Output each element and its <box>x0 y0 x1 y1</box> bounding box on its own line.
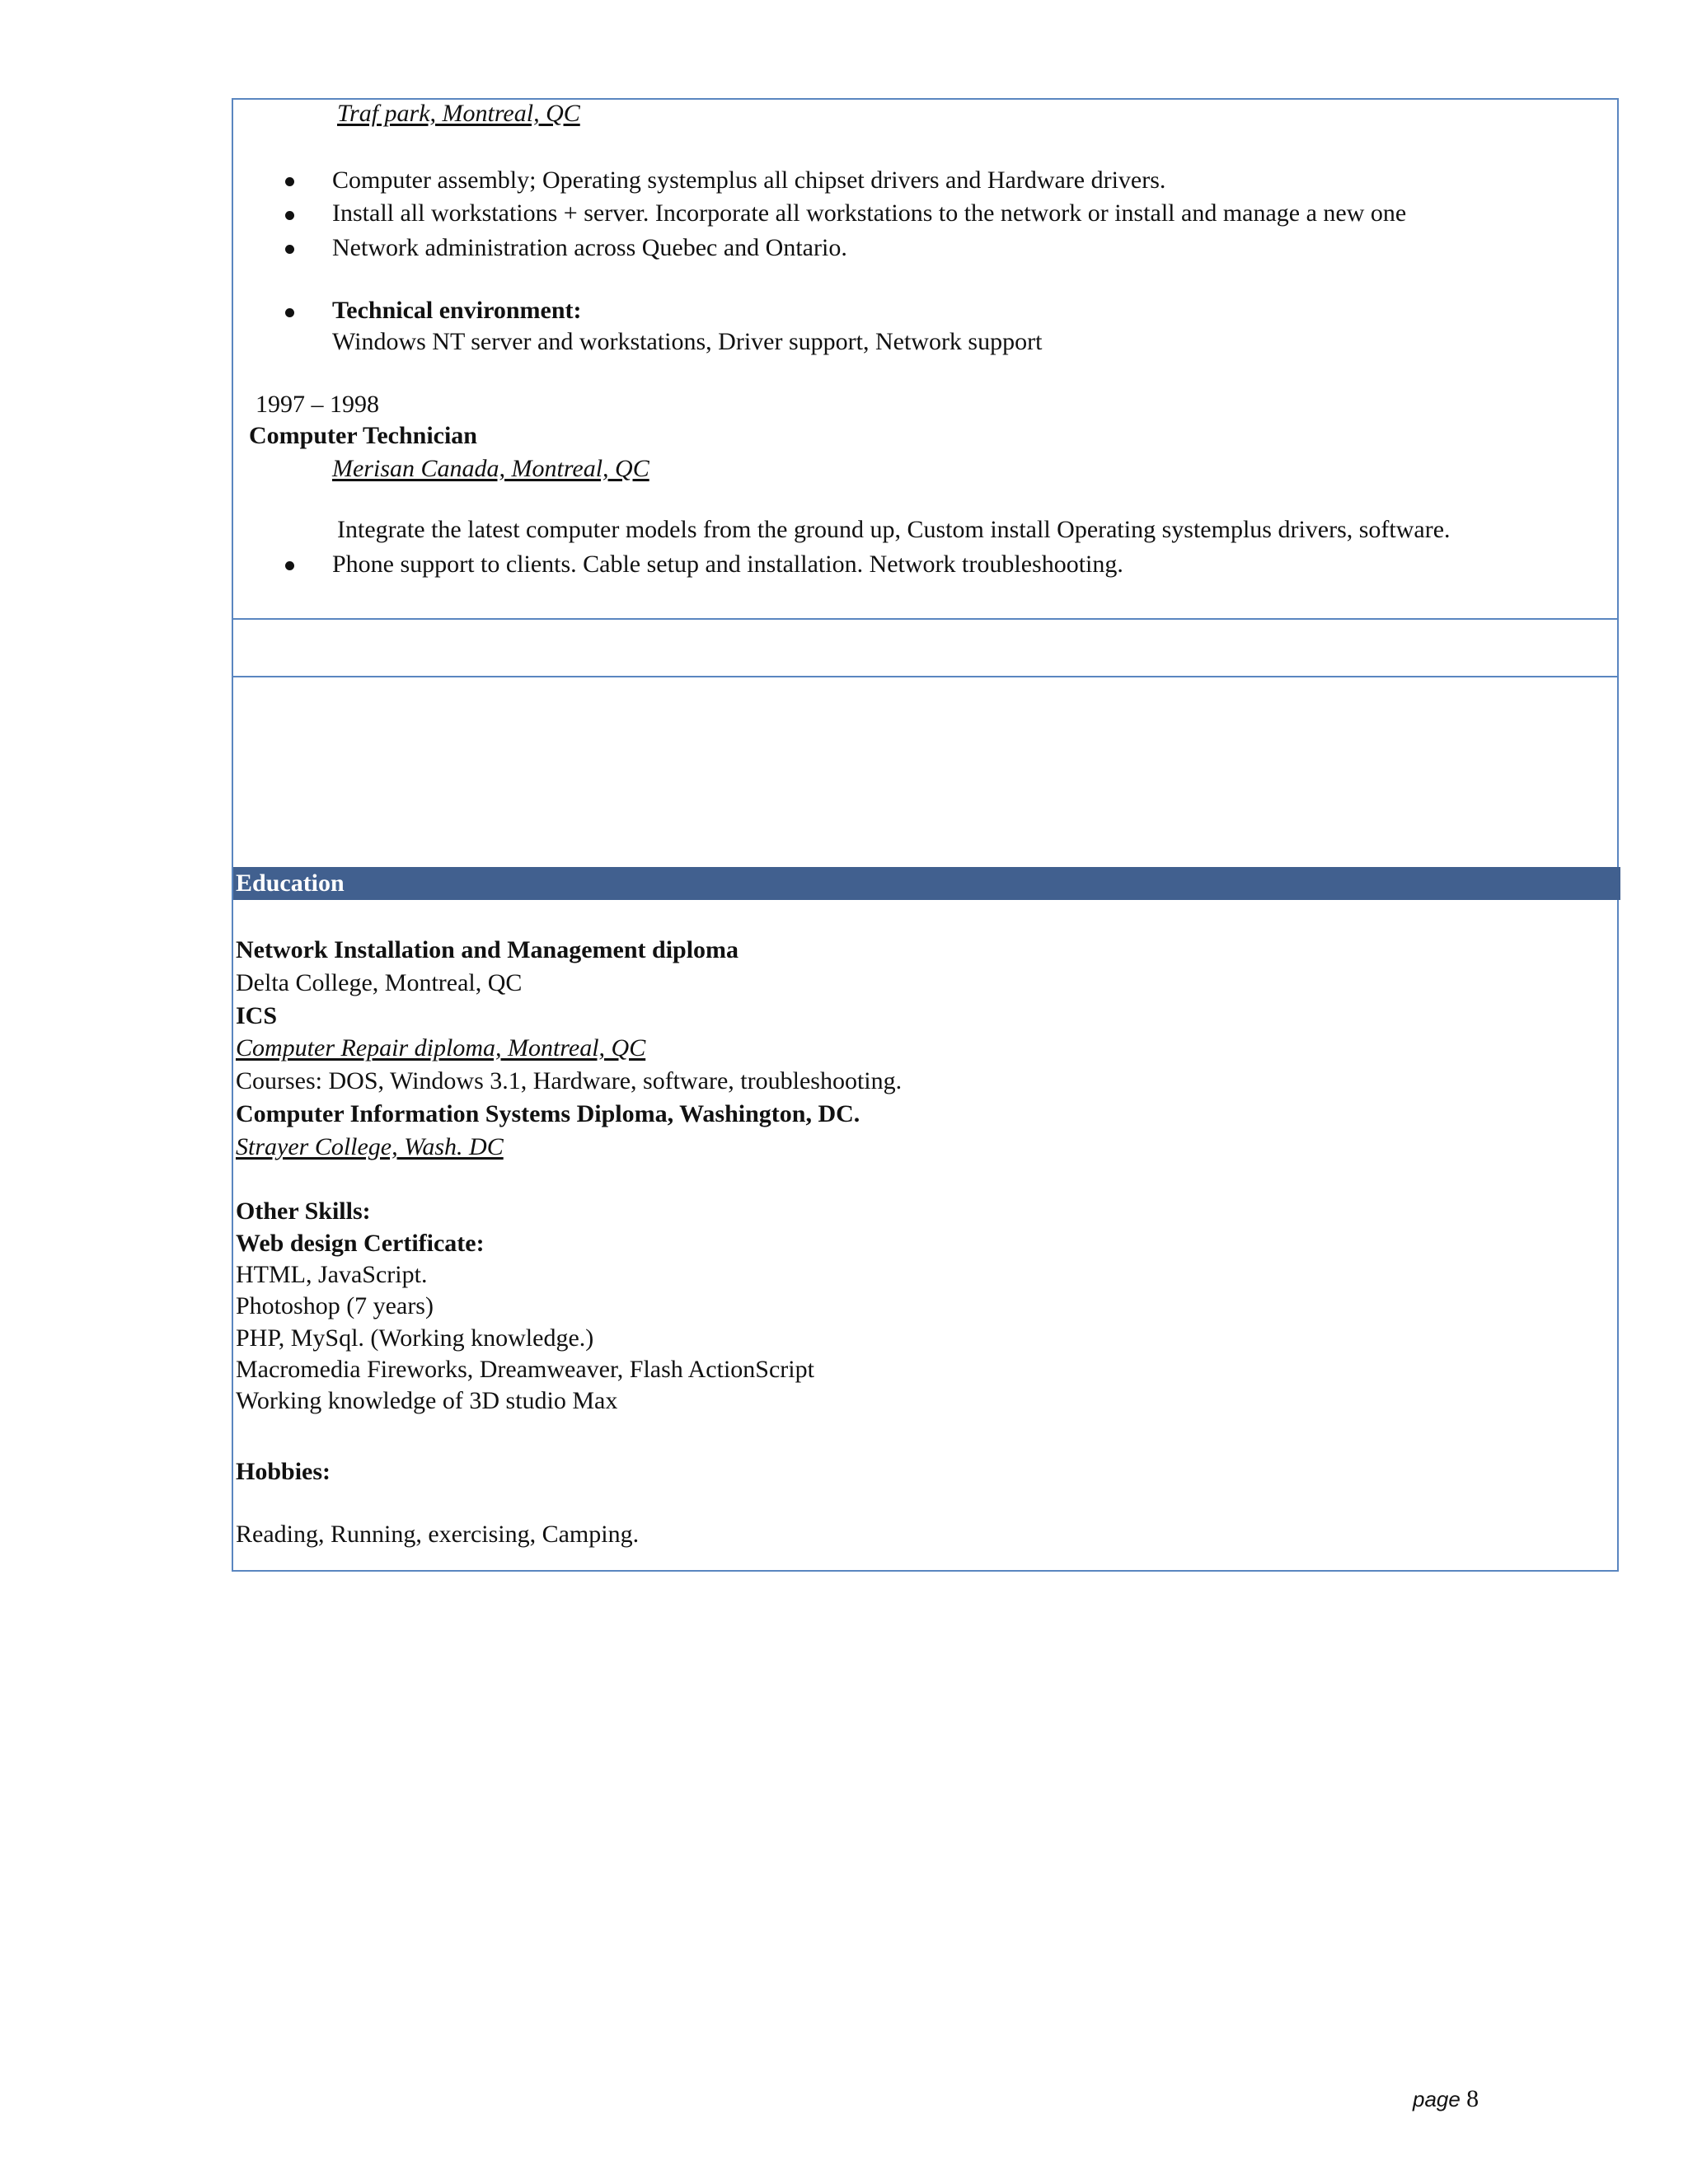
bullet-dot <box>285 308 294 317</box>
job1-bullet-2: Install all workstations + server. Incorporate all workstations to the network or install and manage a new one <box>332 199 1407 227</box>
row-divider-2 <box>232 676 1619 677</box>
other-skills-heading: Other Skills: <box>236 1197 371 1225</box>
edu-line-7: Strayer College, Wash. DC <box>236 1133 504 1160</box>
tech-env-value: Windows NT server and workstations, Driver support, Network support <box>332 328 1043 355</box>
edu-line-2: Delta College, Montreal, QC <box>236 969 523 996</box>
row-divider-1 <box>232 618 1619 620</box>
edu-line-6: Computer Information Systems Diploma, Washington, DC. <box>236 1100 860 1127</box>
job1-location: Traf park, Montreal, QC <box>337 100 580 127</box>
education-section-header: Education <box>233 867 1620 900</box>
tech-env-label: Technical environment: <box>332 297 582 324</box>
hobbies-heading: Hobbies: <box>236 1458 331 1485</box>
job1-bullet-3: Network administration across Quebec and Ontario. <box>332 234 847 261</box>
job2-company: Merisan Canada, Montreal, QC <box>332 455 649 482</box>
hobbies-text: Reading, Running, exercising, Camping. <box>236 1521 640 1548</box>
bullet-dot <box>285 177 294 186</box>
page-number <box>1413 2085 1479 2113</box>
edu-line-5: Courses: DOS, Windows 3.1, Hardware, software, troubleshooting. <box>236 1067 903 1094</box>
skill-item-2: Photoshop (7 years) <box>236 1292 434 1319</box>
skill-item-1: HTML, JavaScript. <box>236 1261 428 1288</box>
job2-title: Computer Technician <box>249 422 477 449</box>
edu-line-3: ICS <box>236 1002 278 1029</box>
skill-item-3: PHP, MySql. (Working knowledge.) <box>236 1324 594 1352</box>
page-label: page <box>1413 2087 1461 2111</box>
job2-bullet-1: Phone support to clients. Cable setup and installation. Network troubleshooting. <box>332 551 1123 578</box>
edu-line-4: Computer Repair diploma, Montreal, QC <box>236 1034 646 1062</box>
bullet-dot <box>285 211 294 220</box>
job2-dates: 1997 – 1998 <box>256 391 379 418</box>
skill-item-5: Working knowledge of 3D studio Max <box>236 1387 618 1414</box>
skill-item-4: Macromedia Fireworks, Dreamweaver, Flash ActionScript <box>236 1356 814 1383</box>
job2-description: Integrate the latest computer models from the ground up, Custom install Operating systemplus drivers, software. <box>337 516 1451 543</box>
page-number-value: 8 <box>1466 2085 1479 2112</box>
bullet-dot <box>285 561 294 570</box>
bullet-dot <box>285 245 294 254</box>
web-design-subheading: Web design Certificate: <box>236 1230 485 1257</box>
job1-bullet-1: Computer assembly; Operating systemplus all chipset drivers and Hardware drivers. <box>332 166 1166 194</box>
edu-line-1: Network Installation and Management diploma <box>236 936 739 963</box>
